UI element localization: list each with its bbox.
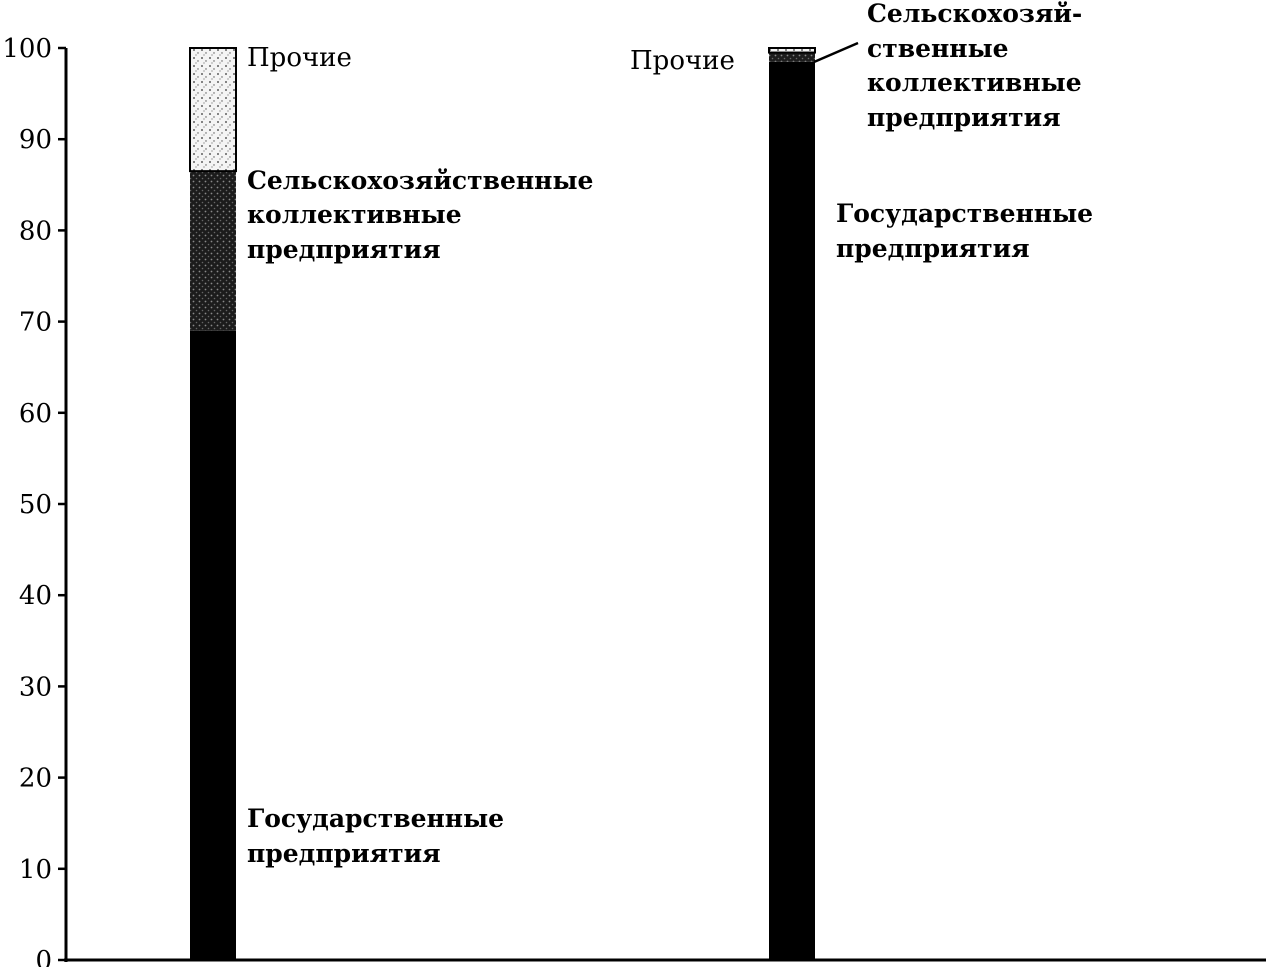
bar2-collective-leader-line xyxy=(814,43,858,62)
bar1-collective-label-line3: предприятия xyxy=(247,235,441,264)
bar2-state-label-line2: предприятия xyxy=(836,234,1030,263)
y-tick-label: 20 xyxy=(18,763,52,794)
y-tick-label: 30 xyxy=(18,672,52,703)
y-axis-ticks xyxy=(2,34,66,967)
y-tick-label: 60 xyxy=(18,398,52,429)
y-tick-label: 90 xyxy=(18,125,52,156)
bar-segment-2-solid xyxy=(769,62,815,960)
bar1-other-label: Прочие xyxy=(247,43,352,73)
y-tick-label: 0 xyxy=(35,946,52,967)
bar-segment-2-sparse-dots xyxy=(769,48,815,53)
bar1-state-label-line2: предприятия xyxy=(247,839,441,868)
bar2-collective-label-line1: Сельскохозяй- xyxy=(867,0,1083,28)
y-tick-label: 80 xyxy=(18,216,52,247)
bar2-collective-label-line3: коллективные xyxy=(867,68,1082,97)
bar-segment-2-dense-dots xyxy=(769,53,815,62)
y-tick-label: 70 xyxy=(18,307,52,338)
bar2-collective-label-line4: предприятия xyxy=(867,103,1061,132)
bar1-collective-label-line2: коллективные xyxy=(247,200,462,229)
bar2-state-label-line1: Государственные xyxy=(836,199,1094,228)
bar-segment-1-dense-dots xyxy=(190,171,236,331)
y-tick-label: 10 xyxy=(18,854,52,885)
y-tick-label: 100 xyxy=(2,34,52,64)
bar2-other-label: Прочие xyxy=(630,46,735,76)
y-tick-label: 50 xyxy=(18,490,52,520)
y-tick-label: 40 xyxy=(18,581,52,612)
bar2-collective-label-line2: ственные xyxy=(867,34,1009,63)
bar1-collective-label-line1: Сельскохозяйственные xyxy=(247,166,594,195)
bar-segment-1-solid xyxy=(190,331,236,960)
bar-segment-1-sparse-dots xyxy=(190,48,236,171)
bar1-state-label-line1: Государственные xyxy=(247,804,505,833)
